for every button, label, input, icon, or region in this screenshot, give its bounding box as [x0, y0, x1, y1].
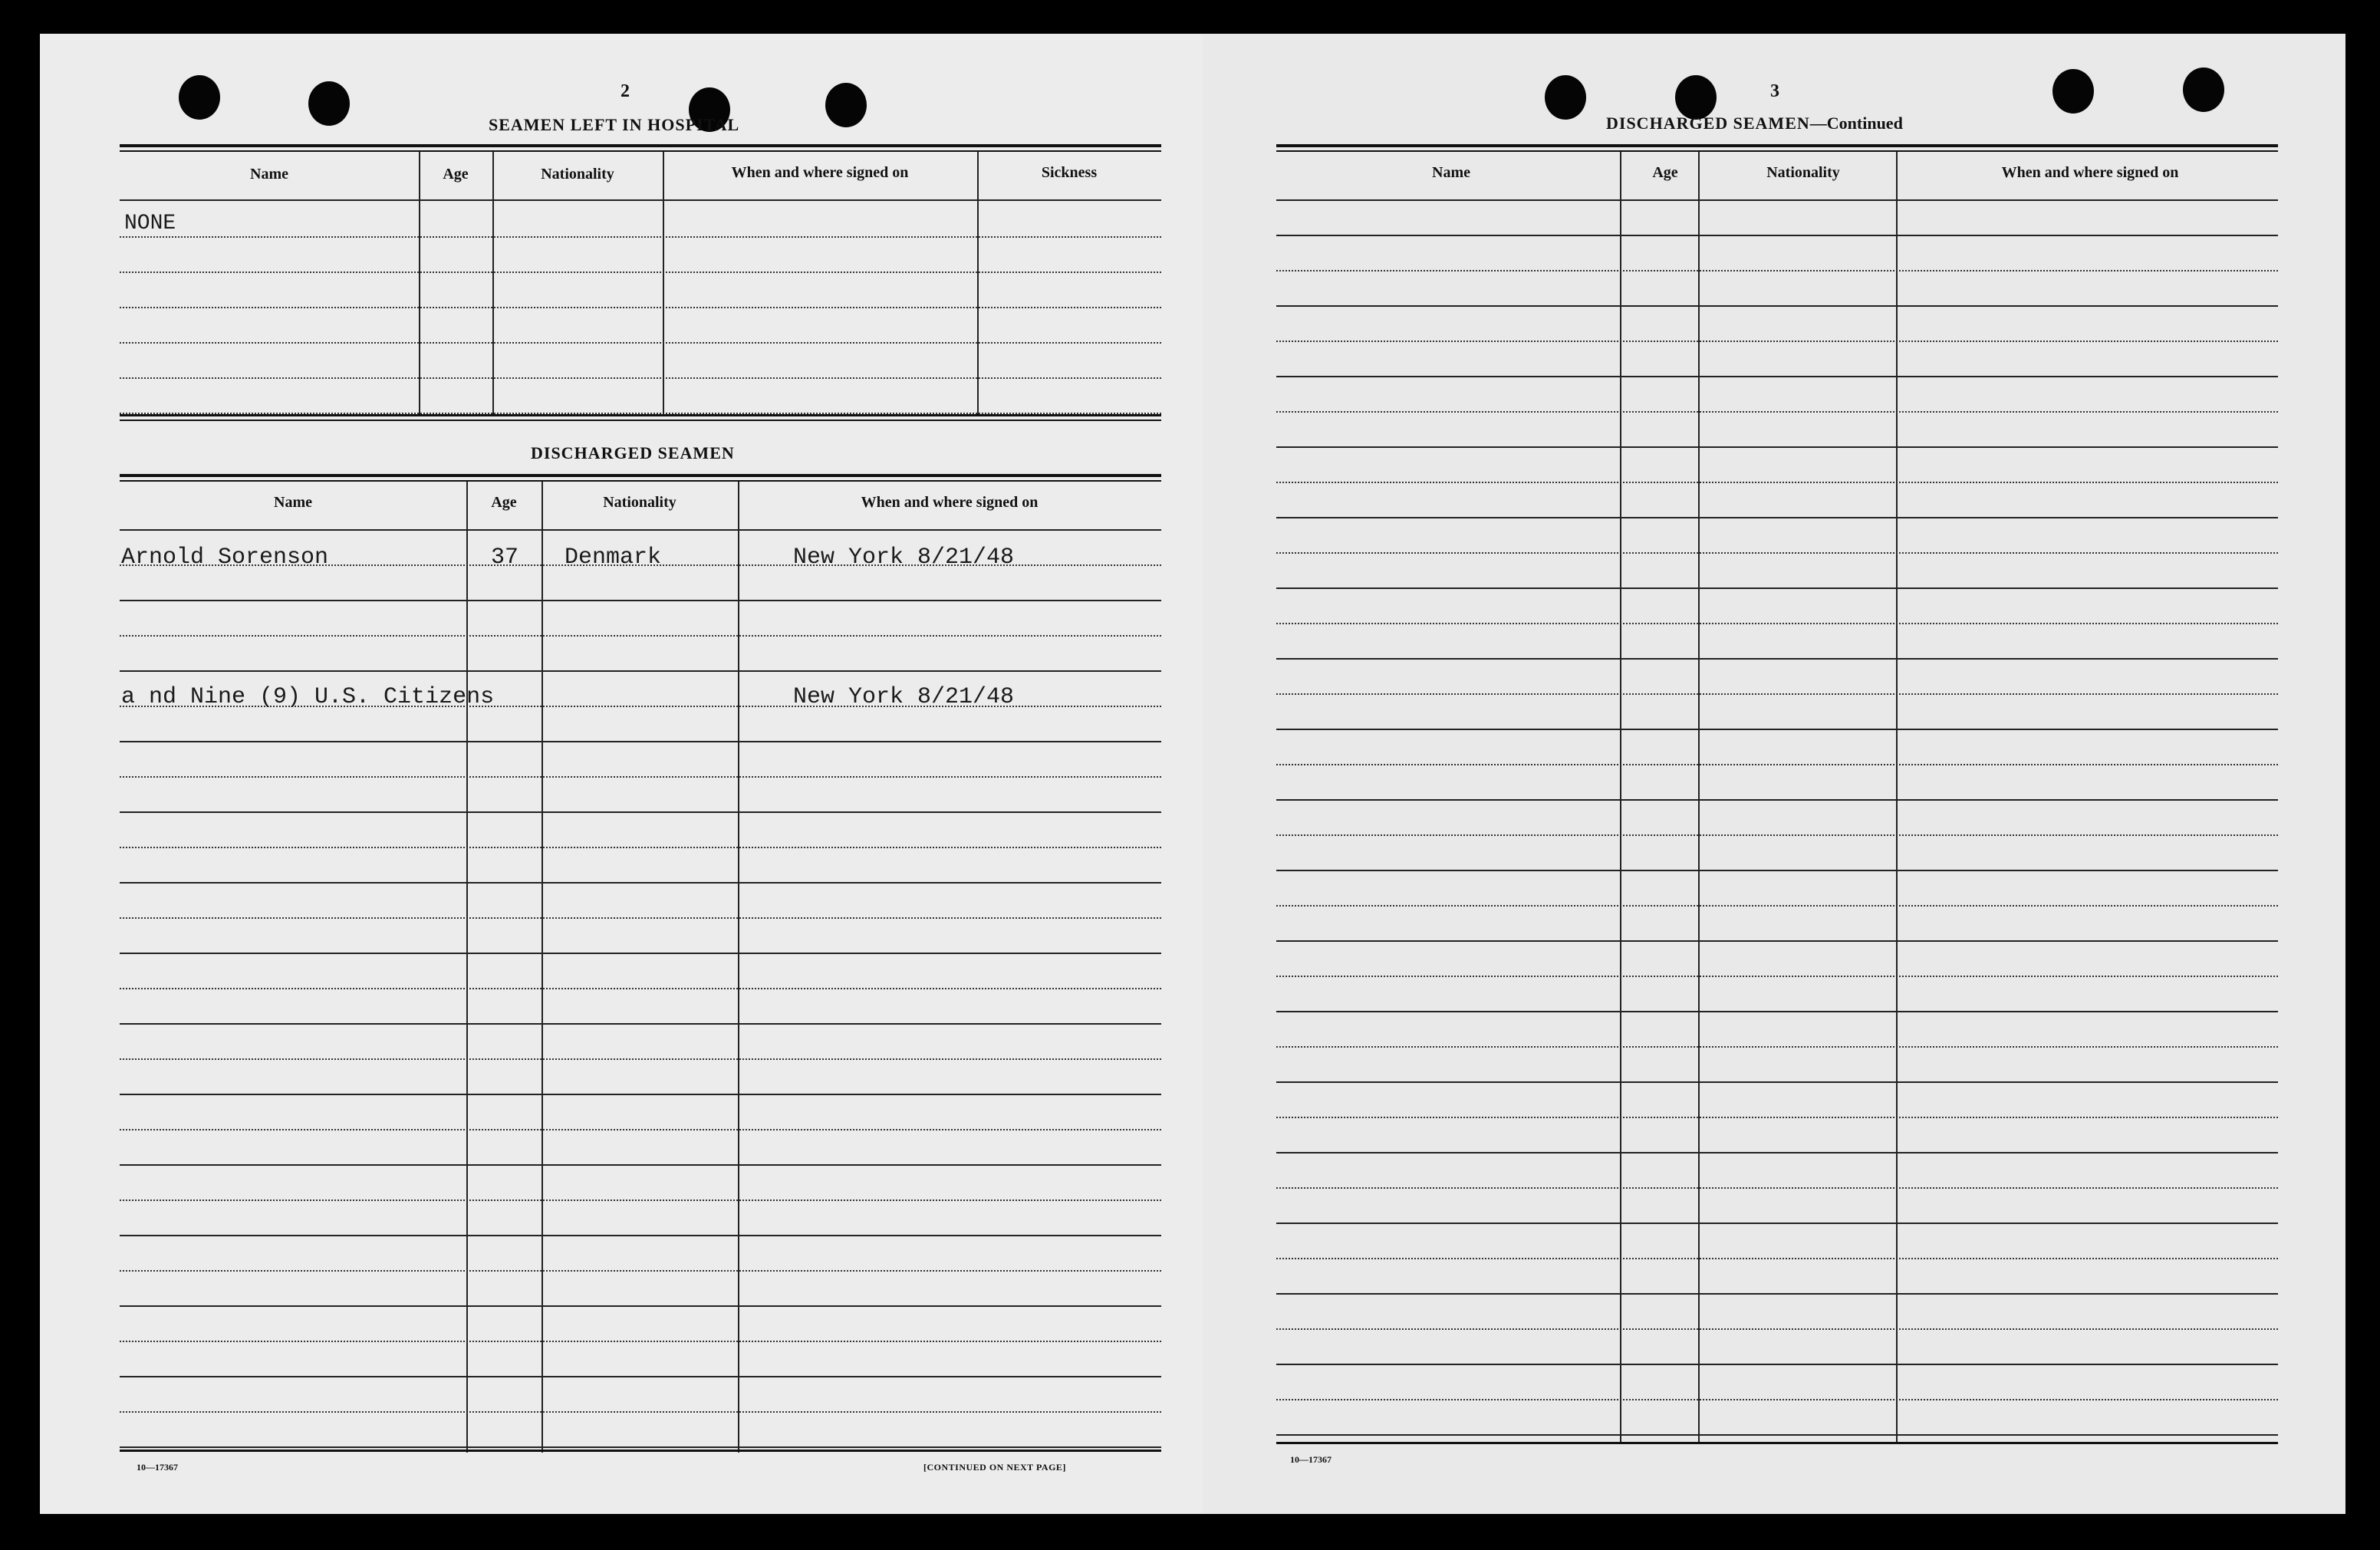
col-header-name: Name [250, 166, 288, 183]
ruled-line [1276, 517, 2278, 518]
punch-hole [179, 75, 220, 120]
punch-hole [1545, 75, 1586, 120]
ruled-line [120, 1094, 1161, 1095]
ruled-line [120, 600, 1161, 601]
ruled-line [1276, 799, 2278, 801]
title-main: DISCHARGED SEAMEN [1606, 114, 1810, 133]
ruled-line [1276, 446, 2278, 448]
ruled-line [120, 1023, 1161, 1025]
ruled-line [120, 1270, 1161, 1272]
discharged-row-1-nationality: Denmark [565, 545, 662, 571]
title-suffix: —Continued [1809, 114, 1903, 133]
ruled-line [1276, 834, 2278, 837]
hospital-section-title: SEAMEN LEFT IN HOSPITAL [489, 115, 740, 134]
ruled-line [120, 811, 1161, 813]
ruled-line [1276, 1117, 2278, 1119]
ruled-line [120, 1376, 1161, 1377]
ruled-line [1276, 587, 2278, 589]
ruled-line [1276, 1081, 2278, 1083]
punch-hole [2183, 67, 2224, 112]
ruled-line [1276, 729, 2278, 730]
ruled-line [1276, 270, 2278, 272]
ruled-line [1276, 235, 2278, 236]
ruled-line [1276, 1223, 2278, 1224]
discharged-row-1-name: Arnold Sorenson [121, 545, 329, 571]
discharged-continued-title [1606, 114, 1903, 133]
ruled-line [1276, 552, 2278, 555]
ruled-line [1276, 870, 2278, 871]
ruled-line [1276, 1399, 2278, 1401]
ruled-line [120, 882, 1161, 884]
col-header-age: Age [443, 166, 469, 183]
ruled-line [120, 847, 1161, 849]
punch-hole [825, 83, 867, 127]
ruled-line [1276, 693, 2278, 696]
ruled-line [120, 1129, 1161, 1131]
discharged-section-title: DISCHARGED SEAMEN [531, 443, 735, 462]
ruled-line [120, 1411, 1161, 1413]
right-page [1203, 34, 2345, 1514]
ruled-line [1276, 764, 2278, 766]
punch-hole [2052, 69, 2094, 114]
page-number: 2 [621, 81, 630, 101]
col-header-age: Age [491, 494, 517, 511]
ruled-line [120, 1305, 1161, 1307]
col-header-signed-on: When and where signed on [2001, 164, 2179, 181]
ruled-line [1276, 1328, 2278, 1331]
ruled-line [120, 1200, 1161, 1202]
hospital-row-name: NONE [124, 212, 176, 235]
page-number: 3 [1770, 81, 1779, 101]
ruled-line [120, 670, 1161, 672]
discharged-row-1-age: 37 [491, 545, 519, 571]
form-code: 10—17367 [137, 1462, 178, 1473]
ruled-line [1276, 1187, 2278, 1190]
col-header-sickness: Sickness [1041, 164, 1098, 181]
ruled-line [120, 741, 1161, 742]
ruled-line [1276, 976, 2278, 978]
col-header-signed-on: When and where signed on [731, 164, 909, 181]
ruled-line [120, 988, 1161, 990]
ruled-line [1276, 305, 2278, 307]
ruled-line [1276, 1152, 2278, 1153]
col-header-name: Name [274, 494, 312, 511]
discharged-row-2-name: a nd Nine (9) U.S. Citizens [121, 684, 495, 710]
ruled-line [1276, 1046, 2278, 1048]
ruled-line [120, 776, 1161, 778]
col-header-nationality: Nationality [603, 494, 676, 511]
ruled-line [1276, 905, 2278, 907]
ruled-line [120, 1446, 1161, 1448]
col-header-signed-on: When and where signed on [861, 494, 1039, 511]
continued-note: [CONTINUED ON NEXT PAGE] [923, 1462, 1066, 1473]
col-header-name: Name [1432, 164, 1470, 181]
form-code: 10—17367 [1290, 1454, 1332, 1465]
ruled-line [1276, 1293, 2278, 1295]
ruled-line [1276, 411, 2278, 413]
ruled-line [120, 635, 1161, 637]
ruled-line [120, 953, 1161, 954]
col-header-nationality: Nationality [1766, 164, 1840, 181]
ruled-line [1276, 623, 2278, 625]
ruled-line [1276, 1434, 2278, 1436]
discharged-row-1-signed-on: New York 8/21/48 [793, 545, 1015, 571]
col-header-age: Age [1652, 164, 1678, 181]
left-page [40, 34, 1203, 1514]
ruled-line [120, 1164, 1161, 1166]
ruled-line [120, 1058, 1161, 1061]
discharged-row-2-signed-on: New York 8/21/48 [793, 684, 1015, 710]
ruled-line [120, 917, 1161, 920]
ruled-line [1276, 1258, 2278, 1260]
ruled-line [1276, 341, 2278, 343]
ruled-line [1276, 1011, 2278, 1012]
ruled-line [1276, 376, 2278, 377]
ruled-line [120, 1235, 1161, 1236]
ruled-line [1276, 658, 2278, 660]
ruled-line [1276, 482, 2278, 484]
punch-hole [308, 81, 350, 126]
col-header-nationality: Nationality [541, 166, 614, 183]
ruled-line [1276, 940, 2278, 942]
ruled-line [120, 1341, 1161, 1343]
ruled-line [1276, 1364, 2278, 1365]
